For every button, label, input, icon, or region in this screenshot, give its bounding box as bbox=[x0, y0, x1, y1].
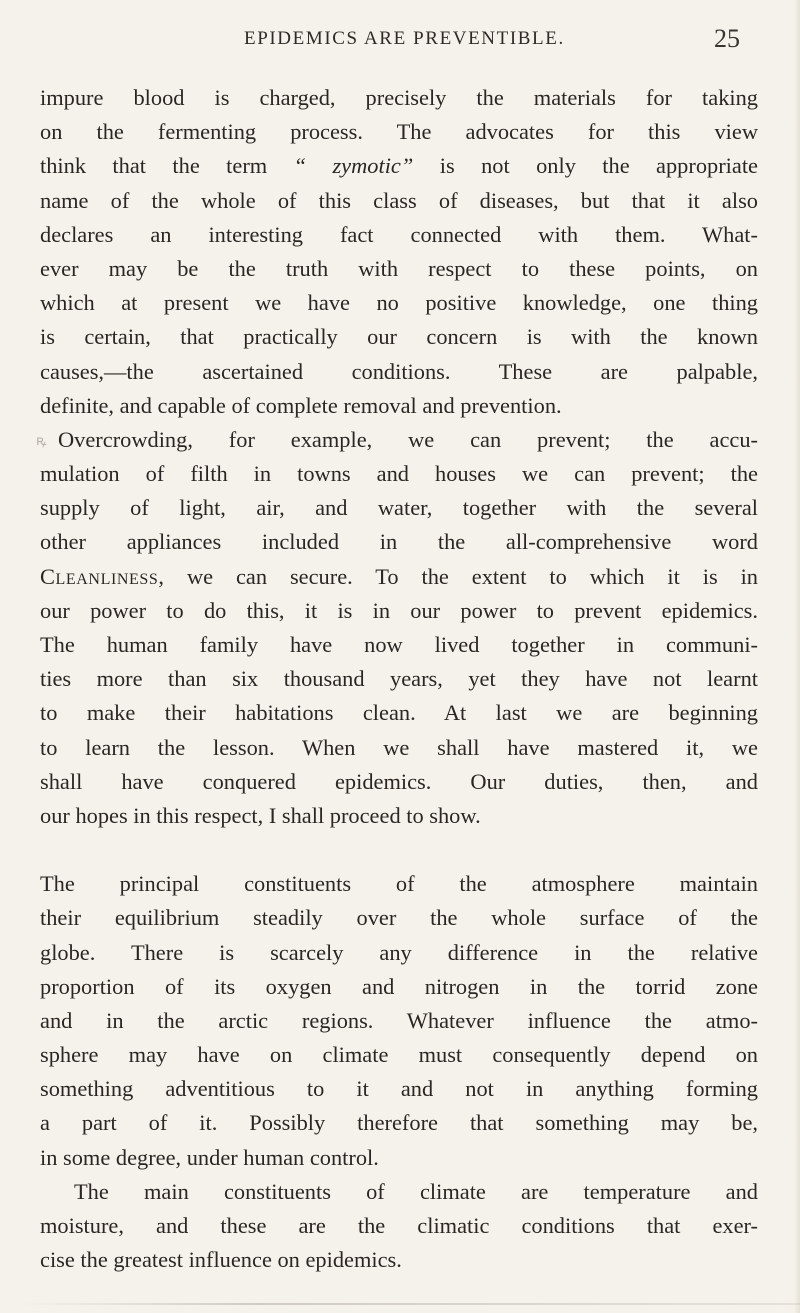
text-line: on the fermenting process. The advocates for this view bbox=[40, 119, 758, 145]
text-line: globe. There is scarcely any difference in the relative bbox=[40, 939, 758, 965]
text-line: to make their habitations clean. At last we are beginning bbox=[40, 700, 758, 726]
text-line: our hopes in this respect, I shall proceed to show. bbox=[40, 802, 481, 828]
paragraph-2 bbox=[36, 423, 758, 833]
text-line: their equilibrium steadily over the whole surface of the bbox=[40, 905, 758, 931]
small-caps-term: Cleanliness bbox=[40, 563, 159, 589]
text-line: The main constituents of climate are temperature and bbox=[74, 1178, 758, 1204]
text-line: is certain, that practically our concern is with the known bbox=[40, 324, 758, 350]
text-line bbox=[40, 560, 758, 594]
running-head bbox=[0, 24, 800, 64]
page-edge-shadow bbox=[794, 0, 800, 1313]
text-line: other appliances included in the all-comprehensive word bbox=[40, 529, 758, 555]
text-line: impure blood is charged, precisely the materials for taking bbox=[40, 85, 758, 110]
text-line: ever may be the truth with respect to these points, on bbox=[40, 255, 758, 281]
text-line: The human family have now lived together in communi- bbox=[40, 632, 758, 657]
paragraph-4 bbox=[40, 1175, 758, 1278]
text-segment: is not only the appropriate bbox=[413, 153, 758, 179]
text-line: which at present we have no positive knowledge, one thing bbox=[40, 290, 758, 316]
text-segment: , we can secure. To the extent to which it is in bbox=[158, 563, 758, 589]
text-line: ties more than six thousand years, yet they have not learnt bbox=[40, 666, 758, 692]
text-line: our power to do this, it is in our power to prevent epidemics. bbox=[40, 597, 758, 623]
running-title: EPIDEMICS ARE PREVENTIBLE. bbox=[244, 28, 565, 49]
italic-term: “ zymotic” bbox=[293, 153, 414, 179]
text-line: supply of light, air, and water, together with the several bbox=[40, 495, 758, 521]
text-line: and in the arctic regions. Whatever influence the atmo- bbox=[40, 1007, 758, 1033]
text-line: moisture, and these are the climatic conditions that exer- bbox=[40, 1213, 758, 1238]
text-line bbox=[36, 423, 758, 457]
body-text bbox=[36, 81, 758, 1277]
text-line: cise the greatest influence on epidemics. bbox=[40, 1247, 402, 1273]
text-segment: Overcrowding, for example, we can prevent; the accu- bbox=[58, 426, 758, 452]
page-number: 25 bbox=[714, 24, 740, 53]
page-bottom-edge bbox=[20, 1303, 800, 1305]
paragraph-3 bbox=[40, 867, 758, 1175]
text-line: name of the whole of this class of diseases, but that it also bbox=[40, 187, 758, 213]
text-line: shall have conquered epidemics. Our duties, then, and bbox=[40, 768, 758, 794]
text-line: The principal constituents of the atmosphere maintain bbox=[40, 871, 758, 897]
text-line: to learn the lesson. When we shall have mastered it, we bbox=[40, 734, 758, 760]
text-line: proportion of its oxygen and nitrogen in the torrid zone bbox=[40, 973, 758, 999]
text-line: mulation of filth in towns and houses we can prevent; the bbox=[40, 461, 758, 487]
text-line: sphere may have on climate must consequently depend on bbox=[40, 1042, 758, 1068]
text-line: in some degree, under human control. bbox=[40, 1144, 379, 1170]
paragraph-1 bbox=[40, 81, 758, 423]
text-line: a part of it. Possibly therefore that something may be, bbox=[40, 1110, 758, 1136]
text-line: causes,—the ascertained conditions. These are palpable, bbox=[40, 358, 758, 384]
text-segment: think that the term bbox=[40, 153, 294, 179]
margin-mark-icon: ꝶ bbox=[36, 433, 47, 449]
text-line: something adventitious to it and not in anything forming bbox=[40, 1076, 758, 1102]
text-line bbox=[40, 149, 758, 183]
text-line: declares an interesting fact connected with them. What- bbox=[40, 221, 758, 247]
paragraph-gap bbox=[40, 833, 758, 867]
text-line: definite, and capable of complete removal and prevention. bbox=[40, 392, 562, 418]
